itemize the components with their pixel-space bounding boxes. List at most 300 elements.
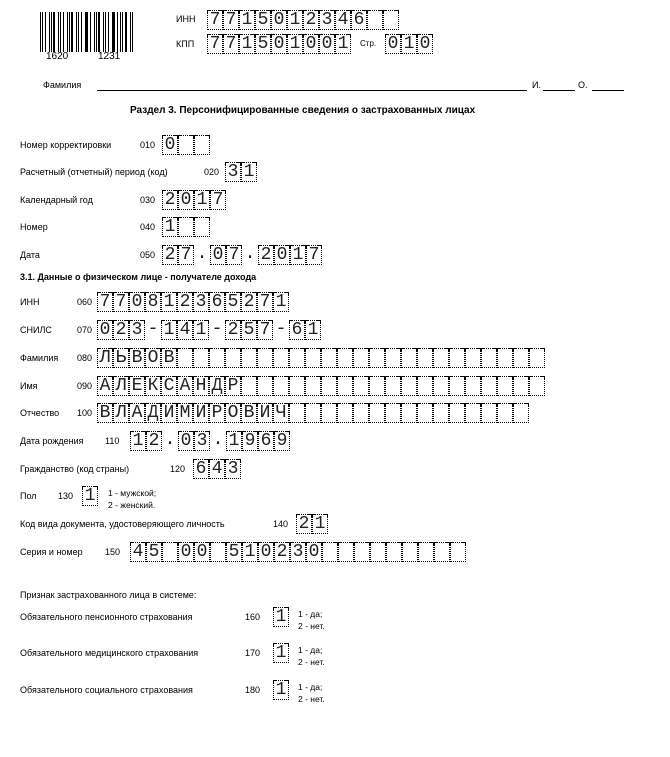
cell bbox=[401, 403, 417, 423]
snils-cells bbox=[97, 320, 321, 340]
cell: 0 bbox=[271, 34, 287, 54]
cell bbox=[194, 217, 210, 237]
cell: Л bbox=[113, 403, 129, 423]
cell: 1 bbox=[312, 514, 328, 534]
cell: 4 bbox=[209, 459, 225, 479]
snils-code: 070 bbox=[77, 325, 93, 335]
cell: 1 bbox=[161, 320, 177, 340]
insurance-title: Признак застрахованного лица в системе: bbox=[20, 590, 197, 600]
cell: 5 bbox=[241, 320, 257, 340]
cell: В bbox=[97, 403, 113, 423]
cell: 1 bbox=[273, 643, 289, 663]
cell: К bbox=[145, 376, 161, 396]
cell bbox=[353, 348, 369, 368]
cell bbox=[225, 348, 241, 368]
header-kpp-label: КПП bbox=[176, 39, 195, 49]
barcode-bar bbox=[132, 12, 133, 52]
cell bbox=[449, 376, 465, 396]
cell bbox=[417, 348, 433, 368]
top-field-code: 050 bbox=[140, 250, 156, 260]
cell: 6 bbox=[289, 320, 305, 340]
cell bbox=[529, 376, 545, 396]
cell: 4 bbox=[177, 320, 193, 340]
top-field-label: Номер корректировки bbox=[20, 140, 112, 150]
cell: 6 bbox=[258, 431, 274, 451]
cell: 7 bbox=[223, 10, 239, 30]
cell bbox=[418, 542, 434, 562]
cell bbox=[433, 403, 449, 423]
insurance-hint-yes: 1 - да; bbox=[298, 645, 323, 655]
cell: 9 bbox=[274, 431, 290, 451]
cell bbox=[513, 348, 529, 368]
cell: 1 bbox=[287, 10, 303, 30]
cell: 2 bbox=[162, 190, 178, 210]
subsection-title: 3.1. Данные о физическом лице - получателе дохода bbox=[20, 272, 257, 282]
cell: И bbox=[257, 403, 273, 423]
cell: 0 bbox=[303, 34, 319, 54]
surname-cells bbox=[97, 348, 545, 368]
insurance-item-label: Обязательного медицинского страхования bbox=[20, 648, 199, 658]
cell: А bbox=[97, 376, 113, 396]
person-inn-label: ИНН bbox=[20, 297, 40, 307]
cell: 3 bbox=[319, 10, 335, 30]
top-field-cells bbox=[162, 217, 210, 237]
cell: 0 bbox=[306, 542, 322, 562]
cell bbox=[337, 403, 353, 423]
barcode-bar bbox=[45, 12, 46, 52]
barcode-bar bbox=[42, 12, 43, 52]
birth-date-cells bbox=[130, 431, 290, 451]
cell: 2 bbox=[162, 245, 178, 265]
cell bbox=[162, 542, 178, 562]
cell bbox=[210, 542, 226, 562]
header-kpp-cells bbox=[207, 34, 351, 54]
cell bbox=[497, 348, 513, 368]
cell: 0 bbox=[178, 190, 194, 210]
cell bbox=[257, 376, 273, 396]
cell bbox=[383, 10, 399, 30]
cell bbox=[401, 376, 417, 396]
insurance-item-code: 180 bbox=[245, 685, 261, 695]
barcode-bar bbox=[96, 12, 97, 52]
cell: 2 bbox=[274, 542, 290, 562]
cell: 2 bbox=[241, 292, 257, 312]
cell bbox=[385, 403, 401, 423]
cell bbox=[289, 403, 305, 423]
cell bbox=[385, 348, 401, 368]
cell: 0 bbox=[210, 245, 226, 265]
cell: 0 bbox=[417, 34, 433, 54]
cell: 1 bbox=[273, 680, 289, 700]
cell bbox=[497, 403, 513, 423]
cell bbox=[353, 403, 369, 423]
barcode-bar bbox=[49, 12, 50, 52]
cell bbox=[241, 348, 257, 368]
header-inn-label: ИНН bbox=[176, 14, 196, 24]
cell: 7 bbox=[97, 292, 113, 312]
barcode-bar bbox=[51, 12, 52, 52]
cell: 7 bbox=[210, 190, 226, 210]
cell bbox=[289, 376, 305, 396]
cell: 0 bbox=[129, 292, 145, 312]
cell: 2 bbox=[303, 10, 319, 30]
surname-line bbox=[97, 90, 527, 91]
cell: 7 bbox=[207, 10, 223, 30]
cell: 3 bbox=[225, 162, 241, 182]
cell: 3 bbox=[194, 431, 210, 451]
cell: В bbox=[241, 403, 257, 423]
cell: 7 bbox=[257, 292, 273, 312]
barcode-bar bbox=[90, 12, 91, 52]
doc-type-cells bbox=[296, 514, 328, 534]
cell: 5 bbox=[146, 542, 162, 562]
doc-type-code: 140 bbox=[273, 519, 289, 529]
cell bbox=[209, 348, 225, 368]
surname-line-label: Фамилия bbox=[43, 80, 82, 90]
barcode-bar bbox=[108, 12, 109, 52]
insurance-item-code: 170 bbox=[245, 648, 261, 658]
cell bbox=[241, 376, 257, 396]
initial-o-label: О. bbox=[578, 80, 588, 90]
cell: 5 bbox=[225, 292, 241, 312]
cell: 5 bbox=[226, 542, 242, 562]
barcode-bar bbox=[81, 12, 82, 52]
cell: 1 bbox=[401, 34, 417, 54]
cell: О bbox=[145, 348, 161, 368]
cell: 8 bbox=[145, 292, 161, 312]
cell: 7 bbox=[178, 245, 194, 265]
cell: . bbox=[196, 244, 208, 264]
cell: 7 bbox=[226, 245, 242, 265]
cell bbox=[417, 376, 433, 396]
cell: Д bbox=[145, 403, 161, 423]
cell: 1 bbox=[273, 292, 289, 312]
cell: 1 bbox=[161, 292, 177, 312]
top-field-label: Календарный год bbox=[20, 195, 93, 205]
birth-date-code: 110 bbox=[105, 436, 120, 446]
cell: 2 bbox=[225, 320, 241, 340]
cell: Ч bbox=[273, 403, 289, 423]
top-field-code: 040 bbox=[140, 222, 156, 232]
barcode-bar bbox=[103, 12, 104, 52]
cell bbox=[465, 348, 481, 368]
cell bbox=[513, 403, 529, 423]
doc-number-label: Серия и номер bbox=[20, 547, 83, 557]
cell: 3 bbox=[290, 542, 306, 562]
citizenship-cells bbox=[193, 459, 241, 479]
barcode-bar bbox=[53, 12, 55, 52]
cell: - bbox=[275, 319, 287, 339]
barcode-bar bbox=[105, 12, 106, 52]
cell: 1 bbox=[162, 217, 178, 237]
insurance-hint-no: 2 - нет. bbox=[298, 621, 325, 631]
insurance-item-label: Обязательного пенсионного страхования bbox=[20, 612, 193, 622]
barcode-bar bbox=[117, 12, 118, 52]
cell bbox=[305, 403, 321, 423]
barcode-bar bbox=[85, 12, 86, 52]
cell: 6 bbox=[351, 10, 367, 30]
citizenship-code: 120 bbox=[170, 464, 186, 474]
cell bbox=[497, 376, 513, 396]
cell bbox=[481, 348, 497, 368]
cell: И bbox=[193, 403, 209, 423]
cell bbox=[386, 542, 402, 562]
surname-label: Фамилия bbox=[20, 353, 59, 363]
doc-type-label: Код вида документа, удостоверяющего личность bbox=[20, 519, 225, 529]
barcode-bar bbox=[86, 12, 87, 52]
cell: 5 bbox=[255, 10, 271, 30]
cell bbox=[322, 542, 338, 562]
cell: 1 bbox=[226, 431, 242, 451]
cell bbox=[194, 135, 210, 155]
patronymic-cells bbox=[97, 403, 529, 423]
cell: 2 bbox=[177, 292, 193, 312]
cell: 3 bbox=[225, 459, 241, 479]
insurance-hint-yes: 1 - да; bbox=[298, 682, 323, 692]
barcode-bar bbox=[112, 12, 113, 52]
cell bbox=[273, 348, 289, 368]
cell bbox=[273, 376, 289, 396]
cell: - bbox=[211, 319, 223, 339]
cell: . bbox=[164, 430, 176, 450]
barcode-bar bbox=[69, 12, 70, 52]
cell bbox=[402, 542, 418, 562]
cell bbox=[370, 542, 386, 562]
barcode-bar bbox=[60, 12, 61, 52]
cell: 0 bbox=[178, 431, 194, 451]
sex-cells bbox=[82, 486, 98, 506]
initial-o-line bbox=[592, 90, 624, 91]
cell bbox=[465, 376, 481, 396]
cell: Е bbox=[129, 376, 145, 396]
cell: М bbox=[177, 403, 193, 423]
cell bbox=[289, 348, 305, 368]
cell bbox=[481, 403, 497, 423]
cell: А bbox=[177, 376, 193, 396]
cell bbox=[257, 348, 273, 368]
initial-i-line bbox=[543, 90, 575, 91]
cell bbox=[481, 376, 497, 396]
name-cells bbox=[97, 376, 545, 396]
cell: И bbox=[161, 403, 177, 423]
cell: 1 bbox=[305, 320, 321, 340]
doc-number-cells bbox=[130, 542, 466, 562]
cell: Л bbox=[97, 348, 113, 368]
cell: 1 bbox=[287, 34, 303, 54]
cell: 1 bbox=[130, 431, 146, 451]
birth-date-label: Дата рождения bbox=[20, 436, 84, 446]
cell: 1 bbox=[241, 162, 257, 182]
cell: 0 bbox=[97, 320, 113, 340]
snils-label: СНИЛС bbox=[20, 325, 52, 335]
cell: 6 bbox=[209, 292, 225, 312]
cell: 2 bbox=[146, 431, 162, 451]
cell: О bbox=[225, 403, 241, 423]
cell: 4 bbox=[130, 542, 146, 562]
barcode-bar bbox=[125, 12, 127, 52]
cell: Р bbox=[209, 403, 225, 423]
cell bbox=[305, 376, 321, 396]
insurance-hint-no: 2 - нет. bbox=[298, 694, 325, 704]
cell: С bbox=[161, 376, 177, 396]
cell bbox=[369, 348, 385, 368]
cell: 0 bbox=[258, 542, 274, 562]
barcode-bar bbox=[130, 12, 131, 52]
cell bbox=[369, 403, 385, 423]
cell bbox=[321, 348, 337, 368]
cell bbox=[369, 376, 385, 396]
top-field-label: Дата bbox=[20, 250, 40, 260]
sex-code: 130 bbox=[58, 491, 74, 501]
cell bbox=[321, 376, 337, 396]
sex-label: Пол bbox=[20, 491, 37, 501]
cell: Н bbox=[193, 376, 209, 396]
page-cells bbox=[385, 34, 433, 54]
name-label: Имя bbox=[20, 381, 38, 391]
cell: 7 bbox=[306, 245, 322, 265]
initial-i-label: И. bbox=[532, 80, 541, 90]
cell bbox=[305, 348, 321, 368]
cell: 1 bbox=[239, 34, 255, 54]
cell bbox=[417, 403, 433, 423]
cell: В bbox=[129, 348, 145, 368]
patronymic-label: Отчество bbox=[20, 408, 60, 418]
cell: 7 bbox=[113, 292, 129, 312]
cell: 0 bbox=[271, 10, 287, 30]
top-field-cells bbox=[162, 190, 226, 210]
cell: 3 bbox=[193, 292, 209, 312]
top-field-label: Расчетный (отчетный) период (код) bbox=[20, 167, 168, 177]
cell: 1 bbox=[82, 486, 98, 506]
cell bbox=[433, 348, 449, 368]
cell: 1 bbox=[290, 245, 306, 265]
cell: 0 bbox=[319, 34, 335, 54]
cell: 7 bbox=[257, 320, 273, 340]
cell bbox=[449, 348, 465, 368]
cell: Ь bbox=[113, 348, 129, 368]
cell bbox=[450, 542, 466, 562]
doc-number-code: 150 bbox=[105, 547, 121, 557]
barcode-bar bbox=[67, 12, 68, 52]
cell bbox=[529, 348, 545, 368]
cell bbox=[338, 542, 354, 562]
insurance-item-label: Обязательного социального страхования bbox=[20, 685, 193, 695]
page-label: Стр. bbox=[360, 39, 377, 48]
cell: 2 bbox=[296, 514, 312, 534]
cell bbox=[433, 376, 449, 396]
cell: 9 bbox=[242, 431, 258, 451]
cell: 1 bbox=[242, 542, 258, 562]
top-field-cells bbox=[225, 162, 257, 182]
cell: 2 bbox=[113, 320, 129, 340]
top-field-cells bbox=[162, 135, 210, 155]
cell: 2 bbox=[258, 245, 274, 265]
barcode-bar bbox=[63, 12, 64, 52]
cell: . bbox=[244, 244, 256, 264]
insurance-hint-no: 2 - нет. bbox=[298, 657, 325, 667]
sex-hint-female: 2 - женский. bbox=[108, 500, 156, 510]
cell bbox=[354, 542, 370, 562]
barcode-bar bbox=[58, 12, 59, 52]
barcode-bar bbox=[76, 12, 78, 52]
cell: 7 bbox=[207, 34, 223, 54]
barcode-bar bbox=[113, 12, 114, 52]
insurance-item-cells bbox=[273, 643, 289, 663]
top-field-label: Номер bbox=[20, 222, 48, 232]
cell bbox=[465, 403, 481, 423]
cell: А bbox=[129, 403, 145, 423]
cell: . bbox=[212, 430, 224, 450]
cell: 1 bbox=[273, 607, 289, 627]
cell bbox=[177, 348, 193, 368]
cell bbox=[337, 376, 353, 396]
surname-code: 080 bbox=[77, 353, 93, 363]
cell: 0 bbox=[178, 542, 194, 562]
cell: В bbox=[161, 348, 177, 368]
barcode bbox=[40, 10, 135, 52]
cell: - bbox=[147, 319, 159, 339]
person-inn-cells bbox=[97, 292, 289, 312]
barcode-bar bbox=[78, 12, 79, 52]
cell bbox=[434, 542, 450, 562]
top-field-cells bbox=[162, 245, 322, 265]
barcode-bar bbox=[94, 12, 95, 52]
cell: 0 bbox=[162, 135, 178, 155]
cell: 1 bbox=[335, 34, 351, 54]
cell: 0 bbox=[274, 245, 290, 265]
header-inn-cells bbox=[207, 10, 399, 30]
cell: 6 bbox=[193, 459, 209, 479]
cell: 4 bbox=[335, 10, 351, 30]
insurance-item-cells bbox=[273, 680, 289, 700]
cell: 0 bbox=[385, 34, 401, 54]
cell: Д bbox=[209, 376, 225, 396]
person-inn-code: 060 bbox=[77, 297, 93, 307]
cell bbox=[353, 376, 369, 396]
barcode-bar bbox=[40, 12, 41, 52]
cell bbox=[178, 135, 194, 155]
barcode-right-number: 1231 bbox=[98, 51, 121, 62]
cell bbox=[337, 348, 353, 368]
cell: 1 bbox=[239, 10, 255, 30]
cell: Л bbox=[113, 376, 129, 396]
cell: Р bbox=[225, 376, 241, 396]
cell bbox=[513, 376, 529, 396]
cell bbox=[193, 348, 209, 368]
top-field-code: 010 bbox=[140, 140, 156, 150]
insurance-hint-yes: 1 - да; bbox=[298, 609, 323, 619]
top-field-code: 020 bbox=[204, 167, 220, 177]
cell bbox=[385, 376, 401, 396]
barcode-bar bbox=[122, 12, 123, 52]
citizenship-label: Гражданство (код страны) bbox=[20, 464, 130, 474]
barcode-bar bbox=[98, 12, 100, 52]
cell bbox=[401, 348, 417, 368]
insurance-item-cells bbox=[273, 607, 289, 627]
cell: 1 bbox=[194, 190, 210, 210]
barcode-bar bbox=[71, 12, 72, 52]
cell: 7 bbox=[223, 34, 239, 54]
cell: 1 bbox=[193, 320, 209, 340]
cell bbox=[178, 217, 194, 237]
cell: 0 bbox=[194, 542, 210, 562]
cell: 3 bbox=[129, 320, 145, 340]
barcode-left-number: 1620 bbox=[46, 51, 69, 62]
cell bbox=[367, 10, 383, 30]
cell bbox=[321, 403, 337, 423]
top-field-code: 030 bbox=[140, 195, 156, 205]
sex-hint-male: 1 - мужской; bbox=[108, 488, 157, 498]
